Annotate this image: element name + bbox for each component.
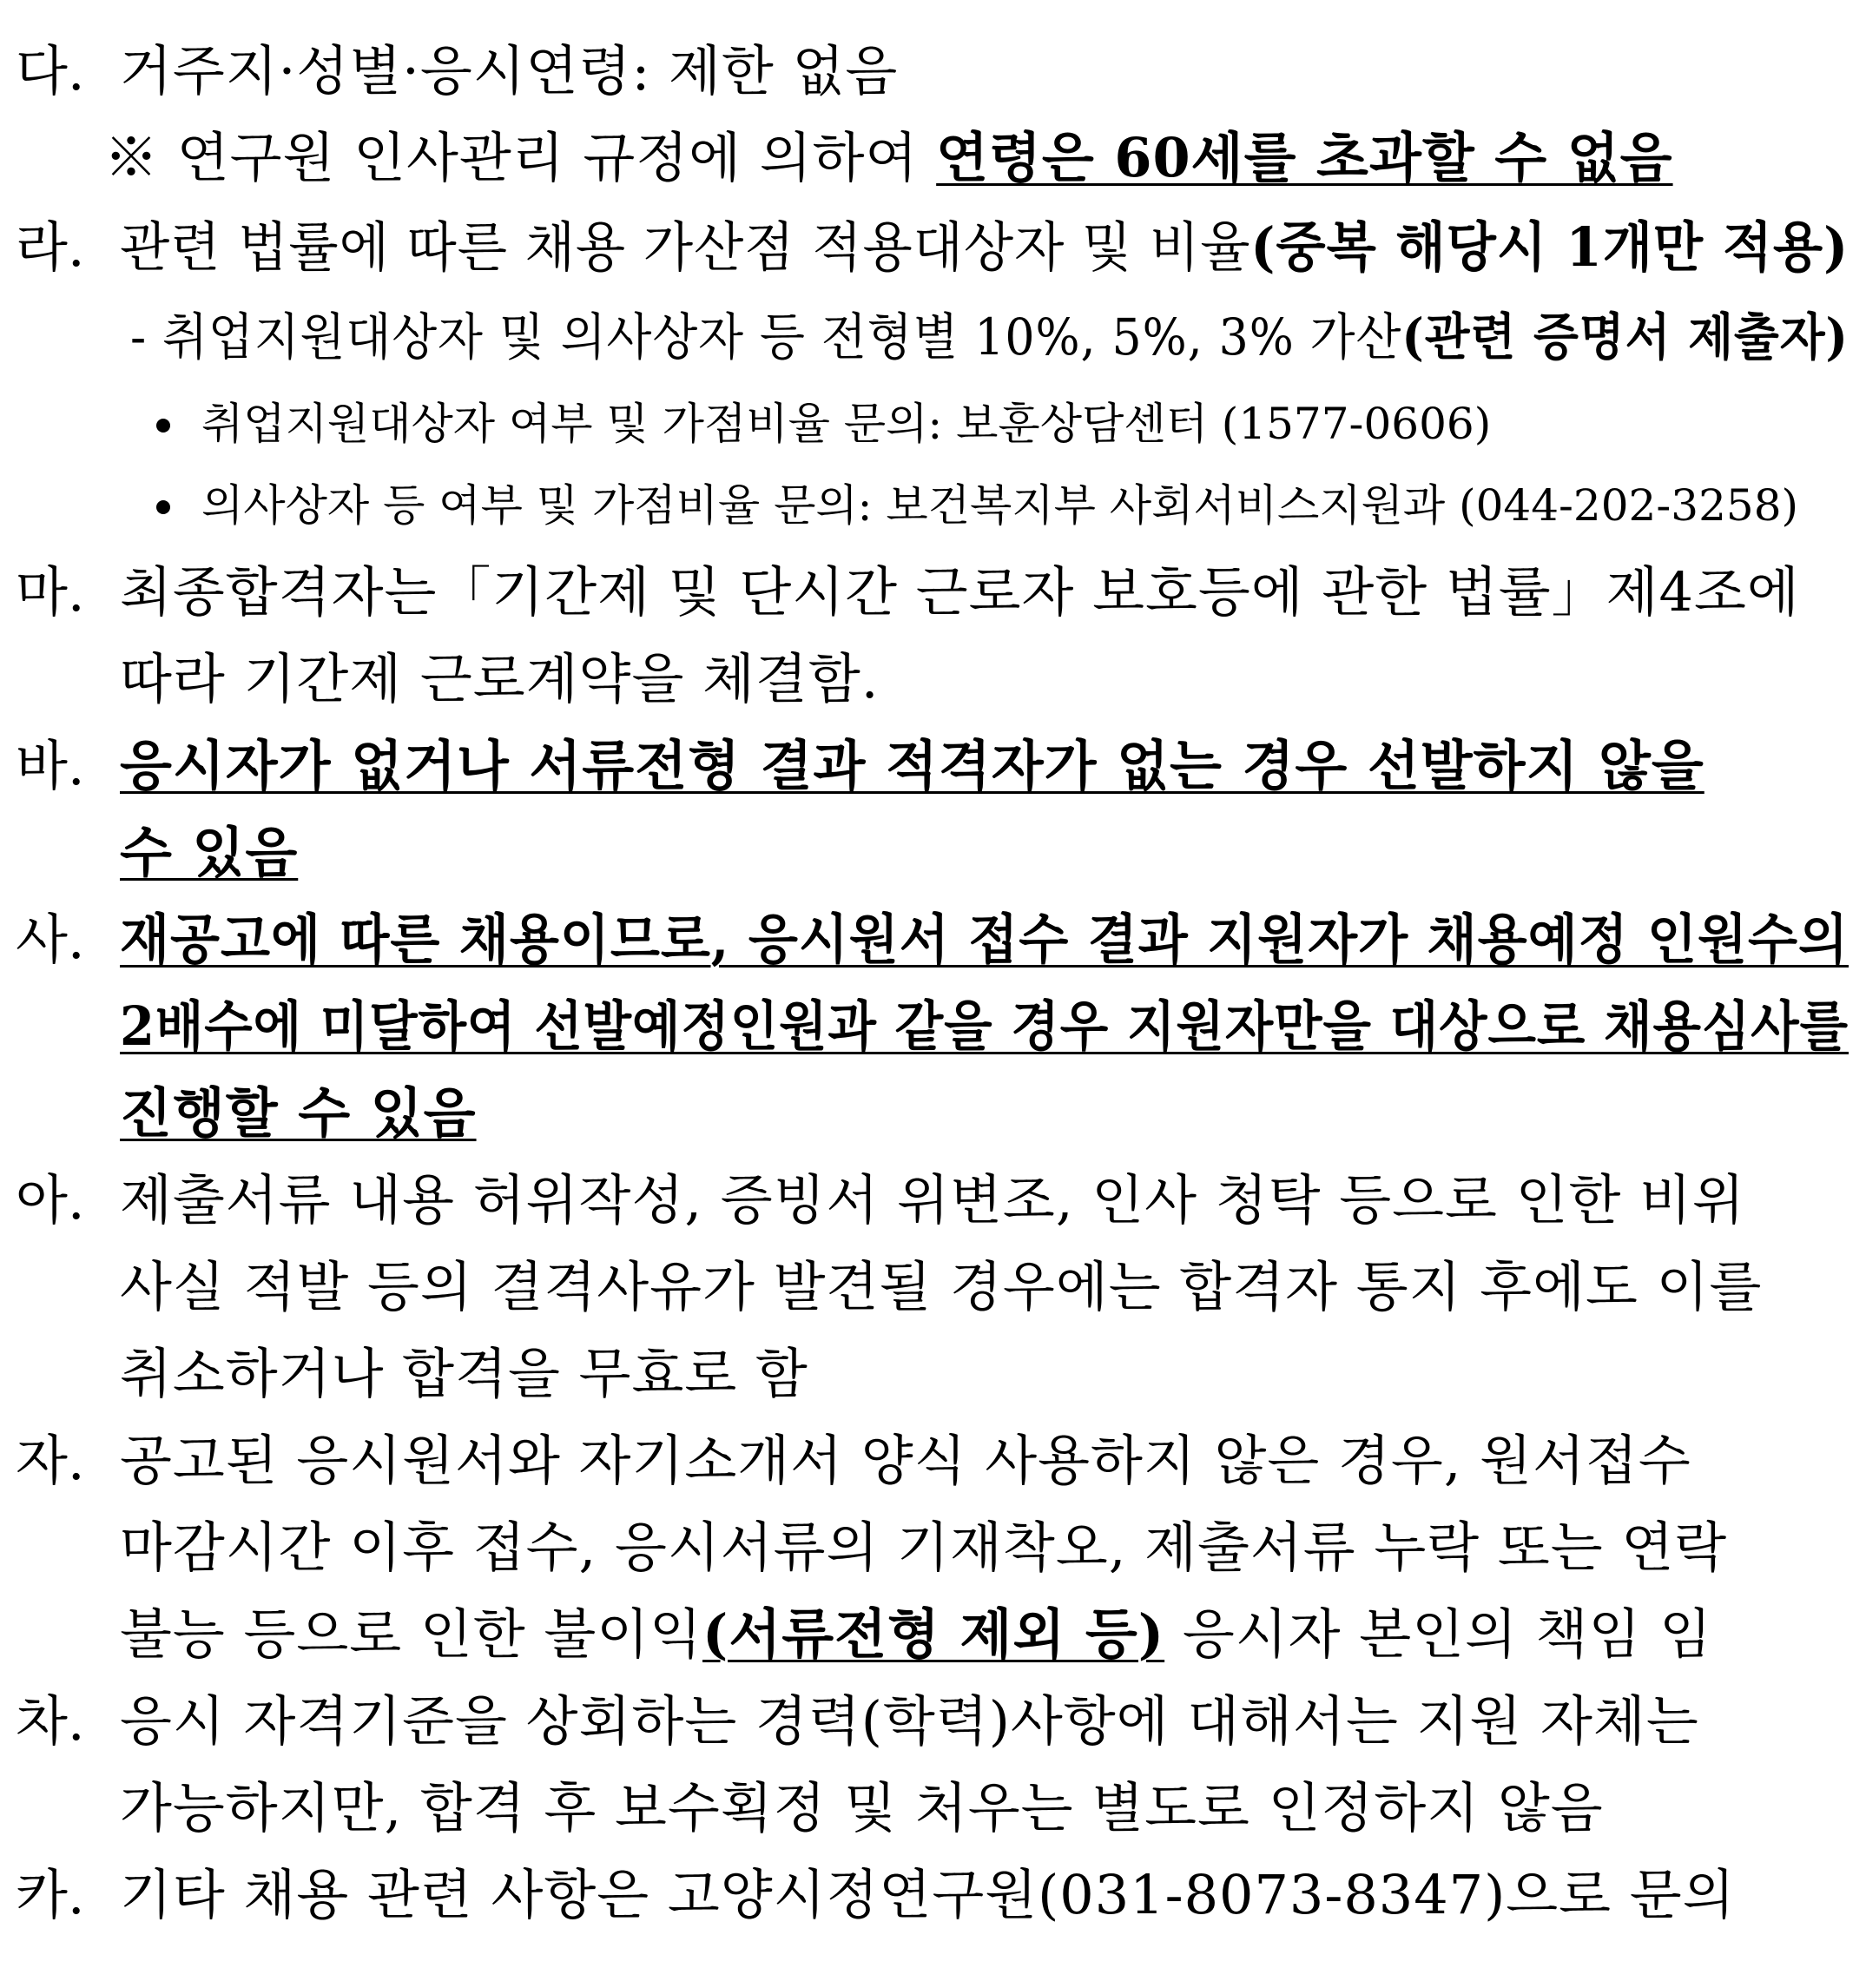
dash-emphasis: (관련 증명서 제출자) bbox=[1401, 307, 1849, 367]
item-text: 따라 기간제 근로계약을 체결함. bbox=[120, 647, 880, 710]
note-prefix: ※ 연구원 인사관리 규정에 의하여 bbox=[104, 126, 937, 189]
item-text: 응시자가 없거나 서류전형 결과 적격자가 없는 경우 선발하지 않을 bbox=[120, 734, 1704, 797]
item-marker: 사. bbox=[16, 908, 85, 971]
item-text: 진행할 수 있음 bbox=[120, 1081, 477, 1145]
item-marker: 자. bbox=[16, 1429, 85, 1492]
item-text bbox=[120, 213, 1849, 282]
item-text: 취소하거나 합격을 무효로 함 bbox=[120, 1342, 808, 1405]
item-text: 기타 채용 관련 사항은 고양시정연구원(031-8073-8347)으로 문의 bbox=[120, 1863, 1736, 1926]
item-text: 재공고에 따른 채용이므로, 응시원서 접수 결과 지원자가 채용예정 인원수의 bbox=[120, 908, 1849, 971]
item-text: 최종합격자는「기간제 및 단시간 근로자 보호등에 관한 법률」제4조에 bbox=[120, 560, 1800, 624]
item-marker: 차. bbox=[16, 1689, 85, 1753]
item-marker: 마. bbox=[16, 560, 85, 624]
item-ra-emphasis: (중복 해당시 1개만 적용) bbox=[1250, 215, 1850, 279]
note-text bbox=[104, 123, 1673, 193]
bullet-icon bbox=[156, 419, 170, 433]
item-marker: 라. bbox=[16, 215, 85, 279]
bullet-text: 의사상자 등 여부 및 가점비율 문의: 보건복지부 사회서비스지원과 (044-202-3258) bbox=[201, 480, 1799, 531]
item-text: 사실 적발 등의 결격사유가 발견될 경우에는 합격자 통지 후에도 이를 bbox=[120, 1255, 1763, 1318]
item-ja-suffix: 응시자 본인의 책임 임 bbox=[1164, 1602, 1713, 1666]
item-text: 거주지·성별·응시연령: 제한 없음 bbox=[120, 39, 899, 102]
item-marker: 아. bbox=[16, 1168, 85, 1232]
item-ra-text: 관련 법률에 따른 채용 가산점 적용대상자 및 비율 bbox=[120, 215, 1251, 279]
bullet-text: 취업지원대상자 여부 및 가점비율 문의: 보훈상담센터 (1577-0606) bbox=[201, 399, 1492, 449]
item-text: 가능하지만, 합격 후 보수획정 및 처우는 별도로 인정하지 않음 bbox=[120, 1776, 1604, 1839]
item-ja-emphasis: (서류전형 제외 등) bbox=[702, 1602, 1165, 1666]
item-text: 응시 자격기준을 상회하는 경력(학력)사항에 대해서는 지원 자체는 bbox=[120, 1689, 1699, 1753]
item-marker: 바. bbox=[16, 734, 85, 797]
item-text: 제출서류 내용 허위작성, 증빙서 위변조, 인사 청탁 등으로 인한 비위 bbox=[120, 1168, 1745, 1232]
item-text: 수 있음 bbox=[120, 821, 299, 884]
item-text: 마감시간 이후 접수, 응시서류의 기재착오, 제출서류 누락 또는 연락 bbox=[120, 1516, 1728, 1579]
bullet-icon bbox=[156, 500, 170, 514]
note-emphasis: 연령은 60세를 초과할 수 없음 bbox=[936, 126, 1673, 189]
item-text: 2배수에 미달하여 선발예정인원과 같을 경우 지원자만을 대상으로 채용심사를 bbox=[120, 994, 1849, 1058]
dash-main: - 취업지원대상자 및 의사상자 등 전형별 10%, 5%, 3% 가산 bbox=[130, 307, 1402, 367]
dash-text bbox=[130, 302, 1849, 372]
item-marker: 카. bbox=[16, 1863, 85, 1926]
item-ja-prefix: 불능 등으로 인한 불이익 bbox=[120, 1602, 703, 1666]
item-text: 공고된 응시원서와 자기소개서 양식 사용하지 않은 경우, 원서접수 bbox=[120, 1429, 1691, 1492]
item-text bbox=[120, 1600, 1712, 1669]
item-marker: 다. bbox=[16, 39, 85, 102]
